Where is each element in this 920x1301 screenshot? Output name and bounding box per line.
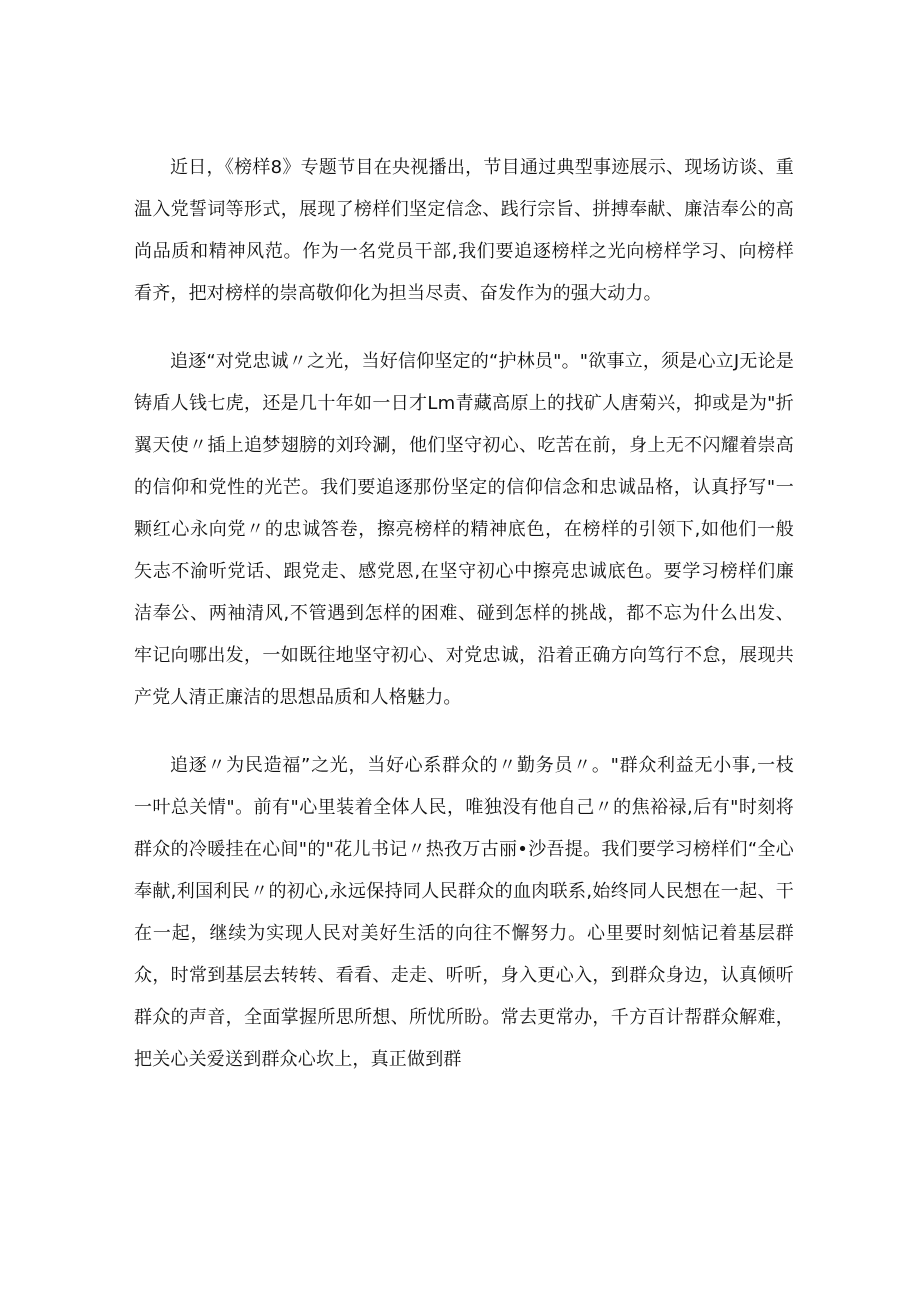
paragraph-intro: 近日，《榜样8》专题节目在央视播出，节目通过典型事迹展示、现场访谈、重温入党誓词等形式，展现了榜样们坚定信念、践行宗旨、拼搏奉献、廉洁奉公的高尚品质和精神风范。作为一名党员干部,我们要追逐榜样之光向榜样学习、向榜样看齐，把对榜样的崇高敬仰化为担当尽责、奋发作为的强大动力。 [134, 157, 794, 304]
document-body [134, 147, 794, 1081]
paragraph-loyalty: 追逐“对党忠诚〃之光，当好信仰坚定的“护林员"。"欲事立，须是心立J无论是铸盾人钱七虎，还是几十年如一日才Lm青藏高原上的找矿人唐菊兴，抑或是为"折翼天使〃插上追梦翅膀的刘玲涮，他们坚守初心、吃苦在前，身上无不闪耀着崇高的信仰和党性的光芒。我们要追逐那份坚定的信仰信念和忠诚品格，认真抒写"一颗红心永向党〃的忠诚答卷，擦亮榜样的精神底色，在榜样的引领下,如他们一般矢志不渝听党话、跟党走、感党恩,在坚守初心中擦亮忠诚底色。要学习榜样们廉洁奉公、两袖清风,不管遇到怎样的困难、碰到怎样的挑战，都不忘为什么出发、牢记向哪出发，一如既往地坚守初心、对党忠诚，沿着正确方向笃行不怠，展现共产党人清正廉洁的思想品质和人格魅力。 [134, 351, 794, 708]
paragraph-people: 追逐〃为民造福”之光，当好心系群众的〃勤务员〃。"群众利益无小事,一枝一叶总关情"。前有"心里装着全体人民，唯独没有他自己〃的焦裕禄,后有"时刻将群众的冷暖挂在心间"的"花儿书记〃热孜万古丽•沙吾提。我们要学习榜样们“全心奉献,利国利民〃的初心,永远保持同人民群众的血肉联系,始终同人民想在一起、干在一起，继续为实现人民对美好生活的向往不懈努力。心里要时刻惦记着基层群众，时常到基层去转转、看看、走走、听听，身入更心入，到群众身边，认真倾听群众的声音，全面掌握所思所想、所忧所盼。常去更常办，千方百计帮群众解难，把关心关爱送到群众心坎上，真正做到群 [134, 755, 794, 1070]
